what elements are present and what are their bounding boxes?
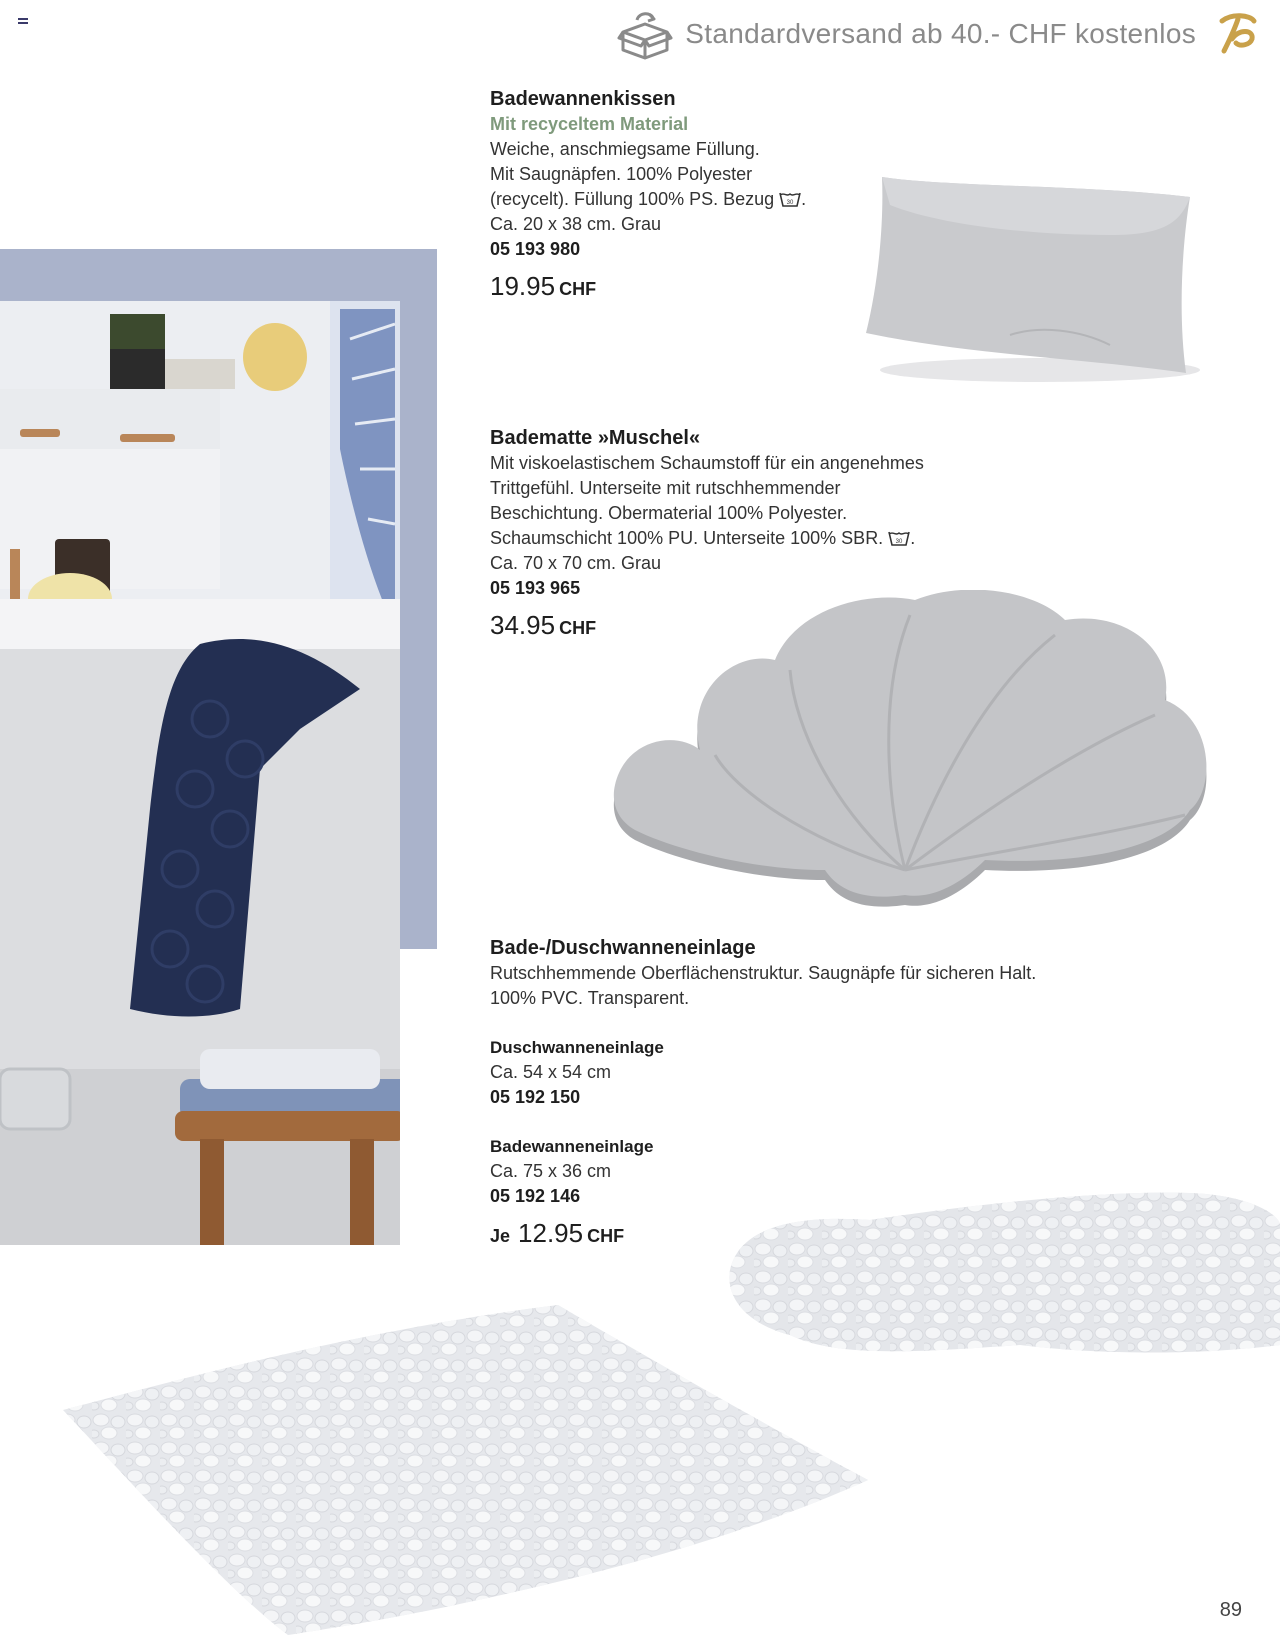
product-price: 19.95 CHF	[490, 271, 597, 301]
shell-mat-image	[605, 590, 1215, 920]
product-desc-line: (recycelt). Füllung 100% PS. Bezug 30 .	[490, 189, 807, 209]
svg-text:30: 30	[895, 539, 903, 545]
variant-name: Badewanneneinlage	[490, 1137, 654, 1156]
product-desc-line: Beschichtung. Obermaterial 100% Polyester.	[490, 503, 848, 523]
page-number: 89	[1219, 1599, 1242, 1621]
product-pillow	[490, 86, 910, 307]
product-desc-line: Ca. 20 x 38 cm. Grau	[490, 214, 662, 234]
product-desc-line: Mit Saugnäpfen. 100% Polyester	[490, 164, 753, 184]
product-price: Je 12.95 CHF	[490, 1218, 625, 1248]
shipping-text: Standardversand ab 40.- CHF kostenlos	[685, 18, 1196, 49]
pillow-image	[860, 165, 1205, 390]
product-desc-line: Mit viskoelastischem Schaumstoff für ein angenehmes	[490, 453, 924, 473]
shipping-banner	[617, 6, 1260, 62]
variant-name: Duschwanneneinlage	[490, 1038, 664, 1057]
product-desc-line: Ca. 70 x 70 cm. Grau	[490, 553, 662, 573]
product-sku: 05 193 965	[490, 578, 581, 598]
svg-text:30: 30	[786, 200, 794, 206]
product-desc-line: 100% PVC. Transparent.	[490, 988, 690, 1008]
product-desc-line: Trittgefühl. Unterseite mit rutschhemmender	[490, 478, 841, 498]
menu-icon[interactable]	[18, 18, 28, 26]
product-highlight: Mit recyceltem Material	[490, 114, 689, 134]
product-desc-line: Schaumschicht 100% PU. Unterseite 100% SBR. 30 .	[490, 528, 916, 548]
tchibo-logo[interactable]	[1214, 11, 1260, 57]
product-desc-line: Weiche, anschmiegsame Füllung.	[490, 139, 760, 159]
wash-30-icon	[888, 529, 910, 547]
product-desc-line: Rutschhemmende Oberflächenstruktur. Saugnäpfe für sicheren Halt.	[490, 963, 1037, 983]
product-title: Badewannenkissen	[490, 88, 676, 110]
product-title: Bade-/Duschwanneneinlage	[490, 937, 756, 959]
lifestyle-photo	[0, 249, 437, 1245]
product-price: 34.95 CHF	[490, 610, 597, 640]
variant-size: Ca. 54 x 54 cm	[490, 1062, 612, 1082]
wash-30-icon	[779, 190, 801, 208]
shower-inlay-image	[58, 1300, 870, 1635]
variant-sku: 05 192 150	[490, 1087, 581, 1107]
variant-sku: 05 192 146	[490, 1186, 581, 1206]
variant-size: Ca. 75 x 36 cm	[490, 1161, 612, 1181]
product-title: Badematte »Muschel«	[490, 427, 701, 449]
product-sku: 05 193 980	[490, 239, 581, 259]
package-icon	[617, 8, 673, 60]
